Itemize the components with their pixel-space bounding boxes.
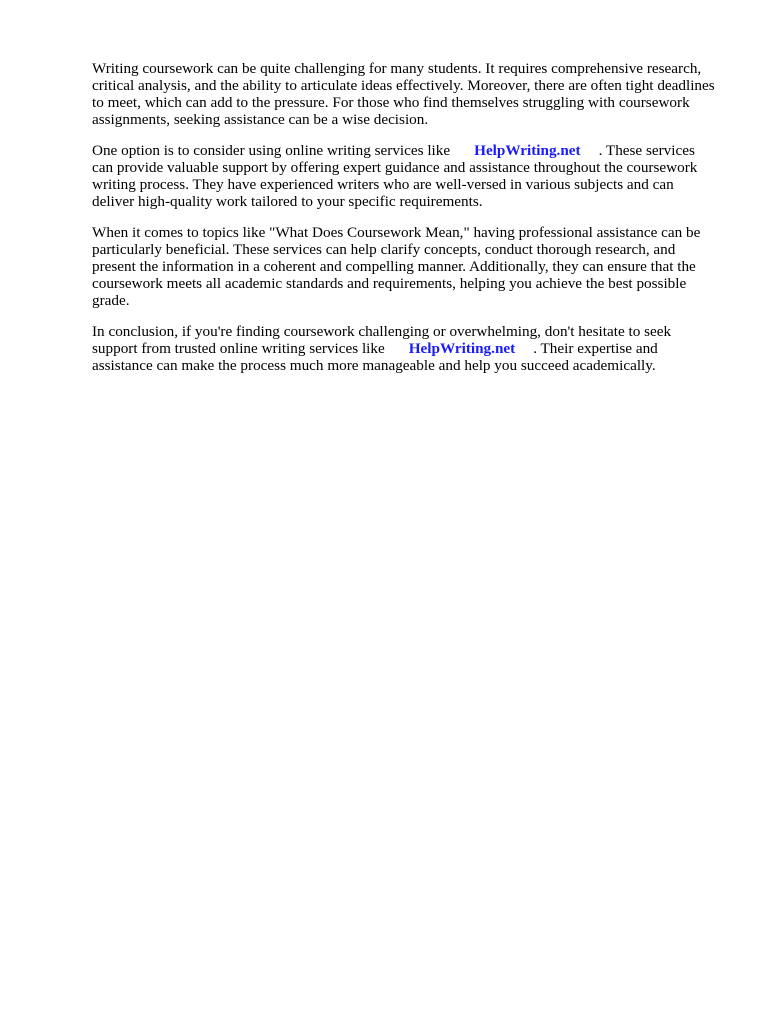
paragraph-conclusion-tail: . Their expertise and assistance can make the process much more manageable and help you succeed academically. — [92, 340, 658, 374]
helpwriting-link-conclusion[interactable]: HelpWriting.net — [408, 340, 516, 357]
paragraph-services-tail: . These services can provide valuable support by offering expert guidance and assistance throughout the coursework writing process. They have experienced writers who are well-versed in various subjects and can deliver high-quality work tailored to your specific requirements. — [92, 142, 698, 210]
paragraph-intro: Writing coursework can be quite challenging for many students. It requires comprehensive research, critical analysis, and the ability to articulate ideas effectively. Moreover, there are often tight deadlines to meet, which can add to the pressure. For those who find themselves struggling with coursework assignments, seeking assistance can be a wise decision. — [92, 60, 715, 128]
paragraph-services — [92, 142, 718, 210]
paragraph-conclusion — [92, 323, 718, 374]
paragraph-services-lead: One option is to consider using online writing services like — [92, 142, 451, 159]
helpwriting-link[interactable]: HelpWriting.net — [474, 142, 581, 159]
paragraph-topics: When it comes to topics like "What Does Coursework Mean," having professional assistance can be particularly beneficial. These services can help clarify concepts, conduct thorough research, and present the information in a coherent and compelling manner. Additionally, they can ensure that the coursework meets all academic standards and requirements, helping you achieve the best possible grade. — [92, 224, 701, 309]
paragraph-conclusion-lead: In conclusion, if you're finding coursework challenging or overwhelming, don't hesitate to seek support from trusted online writing services like — [92, 323, 672, 357]
document-body — [92, 60, 718, 388]
